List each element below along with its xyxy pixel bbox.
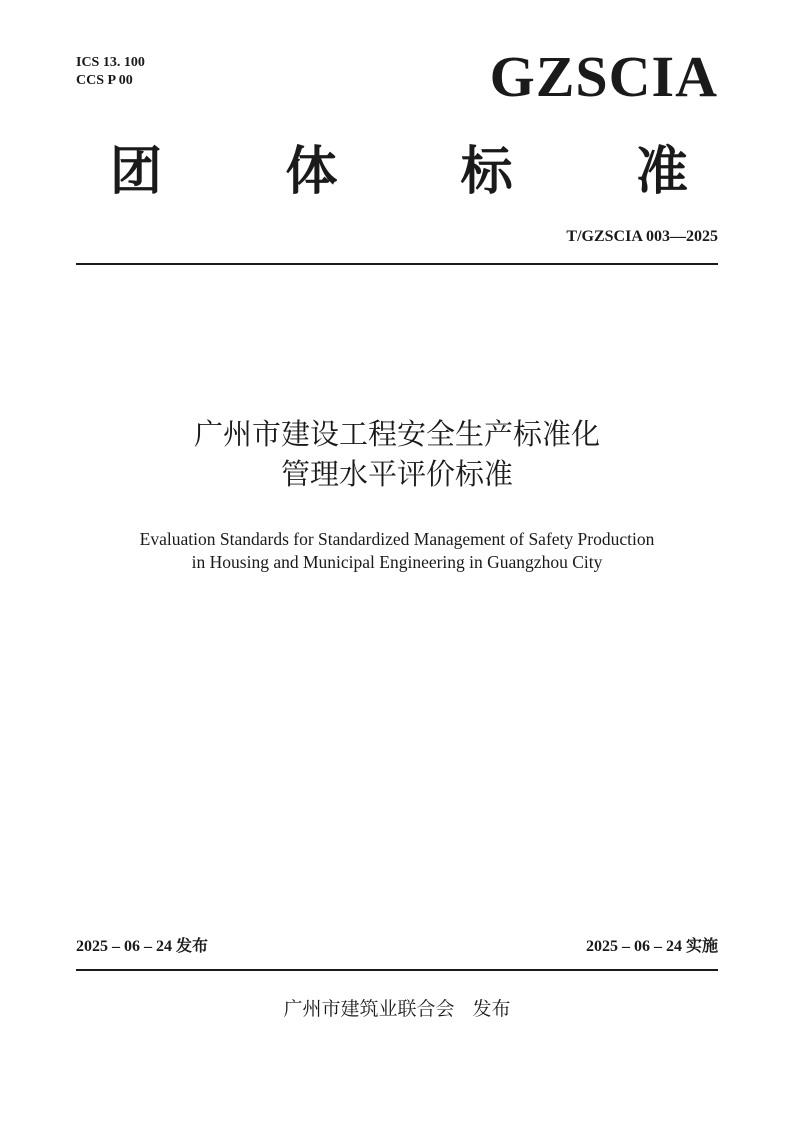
doc-type-char: 团	[110, 142, 163, 202]
english-title-line: Evaluation Standards for Standardized Management of Safety Production	[139, 529, 655, 549]
org-logo: GZSCIA	[489, 44, 718, 109]
bottom-divider	[76, 969, 718, 971]
doc-type-char: 标	[460, 142, 513, 202]
top-divider	[76, 263, 718, 265]
publisher: 广州市建筑业联合会 发布	[283, 998, 511, 1020]
english-title-line: in Housing and Municipal Engineering in Guangzhou City	[191, 552, 603, 572]
ccs-code: CCS P 00	[76, 73, 133, 88]
doc-type-char: 体	[285, 142, 338, 202]
doc-type-char: 准	[635, 142, 688, 202]
implement-date: 2025 – 06 – 24 实施	[585, 938, 718, 955]
chinese-title	[0, 414, 794, 494]
chinese-title-line: 广州市建设工程安全生产标准化	[193, 417, 600, 451]
classification-codes	[76, 54, 145, 90]
ics-code: ICS 13. 100	[76, 55, 145, 70]
english-title	[0, 528, 794, 574]
publish-date: 2025 – 06 – 24 发布	[76, 938, 209, 955]
chinese-title-line: 管理水平评价标准	[280, 457, 513, 491]
doc-type-heading	[110, 140, 688, 204]
standard-number: T/GZSCIA 003—2025	[566, 228, 718, 245]
